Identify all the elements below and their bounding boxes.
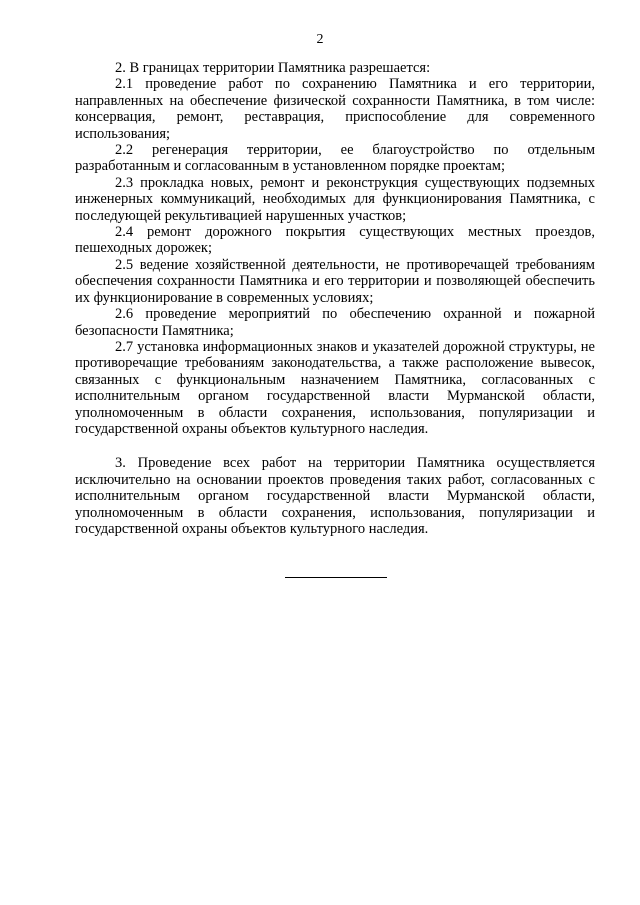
section-2-intro: 2. В границах территории Памятника разрешается:	[115, 60, 431, 76]
end-of-document-rule	[285, 577, 387, 578]
section-2-item-2: 2.2 регенерация территории, ее благоустройство по отдельным разработанным и согласованным в установленном порядке проектам;	[75, 142, 595, 175]
section-3-paragraph: 3. Проведение всех работ на территории Памятника осуществляется исключительно на основании проектов проведения таких работ, согласованных с исполнительным органом государственной власти Мурманской области, уполномоченным в области сохранения, использования, популяризации и государственной охраны объектов культурного наследия.	[75, 455, 595, 537]
section-2-item-3: 2.3 прокладка новых, ремонт и реконструкция существующих подземных инженерных коммуникаций, необходимых для функционирования Памятника, с последующей рекультивацией нарушенных участков;	[75, 174, 595, 224]
section-2-item-6: 2.6 проведение мероприятий по обеспечению охранной и пожарной безопасности Памятника;	[75, 306, 595, 339]
section-2-item-5: 2.5 ведение хозяйственной деятельности, не противоречащей требованиям обеспечения сохранности Памятника и его территории и позволяющей обеспечить их функционирование в современных условиях;	[75, 256, 595, 306]
page-number: 2	[316, 32, 324, 47]
document-body	[75, 60, 595, 537]
section-2-item-4: 2.4 ремонт дорожного покрытия существующих местных проездов, пешеходных дорожек;	[75, 224, 595, 257]
section-2-item-7: 2.7 установка информационных знаков и указателей дорожной структуры, не противоречащие требованиям законодательства, а также расположение вывесок, связанных с функциональным назначением Памятника, согласованных с исполнительным органом государственной власти Мурманской области, уполномоченным в области сохранения, использования, популяризации и государственной охраны объектов культурного наследия.	[75, 338, 595, 437]
section-2-item-1: 2.1 проведение работ по сохранению Памятника и его территории, направленных на обеспечение физической сохранности Памятника, в том числе: консервация, ремонт, реставрация, приспособление для современного использования;	[75, 76, 595, 142]
paragraph-gap	[75, 437, 595, 455]
